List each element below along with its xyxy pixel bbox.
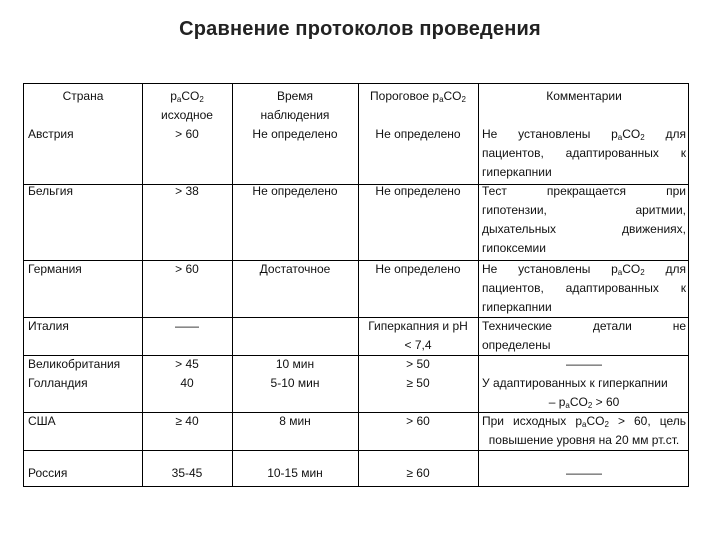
threshold-netherlands: ≥ 50 (406, 376, 430, 390)
threshold-russia: ≥ 60 (406, 466, 430, 480)
header-country: Страна (62, 89, 104, 103)
country-italy: Италия (28, 319, 69, 333)
time-belgium: Не определено (252, 184, 338, 198)
time-uk: 10 мин (275, 357, 315, 371)
time-russia: 10-15 мин (267, 466, 323, 480)
country-austria: Австрия (28, 127, 74, 141)
threshold-austria: Не определено (375, 127, 461, 141)
header-time: Время наблюдения (260, 89, 330, 122)
country-germany: Германия (28, 262, 82, 276)
column-divider (478, 84, 479, 486)
header-initial (142, 87, 232, 125)
header-initial-line1: $p_aCO_2$ (170, 89, 204, 104)
comment-russia: ——— (566, 466, 602, 480)
comment-belgium: Тест прекращается при гипотензии, аритмии, дыхательных движениях, гипоксемии (482, 184, 686, 255)
comment-italy: Технические детали не определены (482, 319, 686, 352)
initial-russia: 35-45 (171, 466, 203, 480)
threshold-uk: > 50 (406, 357, 430, 371)
comment-germany: Не установлены $p_aCO_2$ для пациентов, адаптированных к гиперкапнии (482, 262, 686, 314)
comparison-table (23, 83, 689, 487)
row-divider (24, 450, 688, 451)
threshold-italy: Гиперкапния и pH < 7,4 (368, 319, 468, 352)
time-austria: Не определено (252, 127, 338, 141)
initial-usa: ≥ 40 (175, 414, 199, 428)
threshold-germany: Не определено (375, 262, 461, 276)
time-germany: Достаточное (259, 262, 331, 276)
initial-italy: —— (175, 319, 199, 333)
country-russia: Россия (28, 466, 68, 480)
header-threshold: Пороговое $p_aCO_2$ (370, 89, 466, 104)
initial-germany: > 60 (175, 262, 199, 276)
header-comments: Комментарии (546, 89, 622, 103)
comment-uk: ——— (566, 357, 602, 371)
time-netherlands: 5-10 мин (270, 376, 320, 390)
time-usa: 8 мин (279, 414, 311, 428)
country-usa: США (28, 414, 56, 428)
threshold-belgium: Не определено (375, 184, 461, 198)
header-initial-line2: исходное (161, 108, 213, 122)
initial-uk: > 45 (175, 357, 199, 371)
comment-austria: Не установлены $p_aCO_2$ для пациентов, адаптированных к гиперкапнии (482, 127, 686, 179)
threshold-usa: > 60 (406, 414, 430, 428)
comment-netherlands: У адаптированных к гиперкапнии – $p_aCO_2 > 60$ (482, 376, 668, 410)
country-uk: Великобритания (28, 357, 121, 371)
initial-austria: > 60 (175, 127, 199, 141)
initial-belgium: > 38 (175, 184, 199, 198)
country-netherlands: Голландия (28, 376, 88, 390)
initial-netherlands: 40 (180, 376, 194, 390)
country-belgium: Бельгия (28, 184, 73, 198)
page-title: Сравнение протоколов проведения (179, 18, 541, 40)
comment-usa: При исходных $p_aCO_2 > 60$, цель повышение уровня на 20 мм рт.ст. (482, 414, 686, 447)
